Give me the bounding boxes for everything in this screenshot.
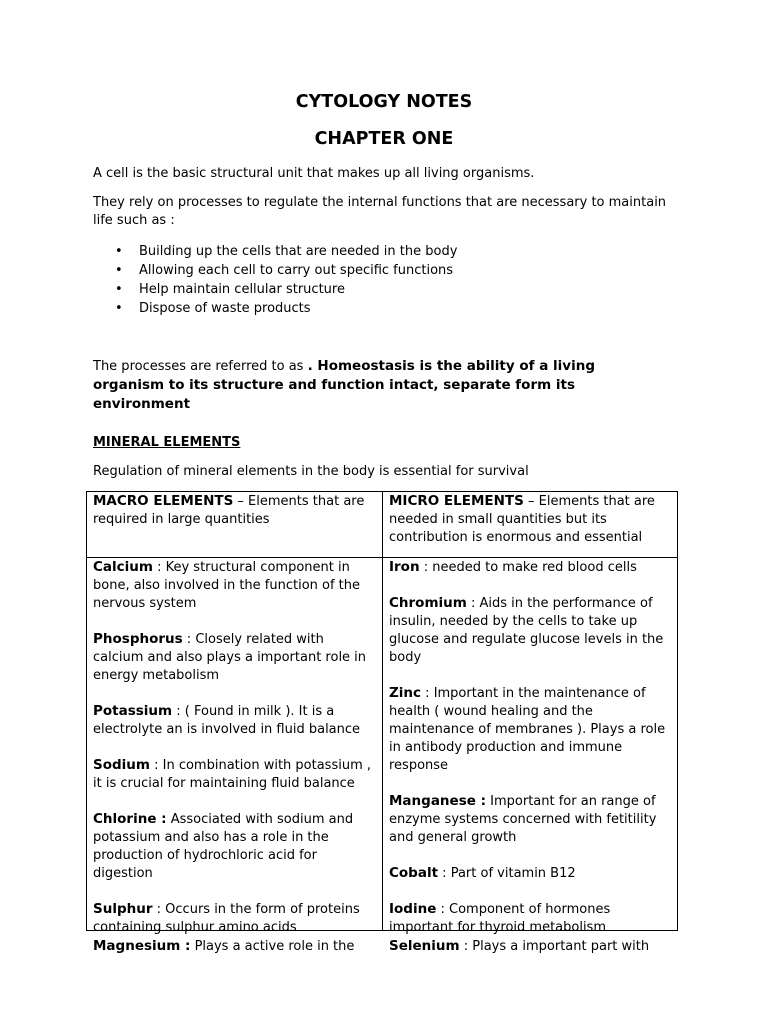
- bullet-icon: •: [115, 282, 123, 297]
- mineral-elements-table: [86, 491, 678, 954]
- list-item: Iron : needed to make red blood cells: [389, 559, 637, 575]
- list-item: Selenium : Plays a important part with: [389, 938, 650, 954]
- list-item: Magnesium : Plays a active role in the: [93, 938, 355, 954]
- bullet-icon: •: [115, 263, 123, 278]
- bullet-icon: •: [115, 244, 123, 259]
- chapter-title: CHAPTER ONE: [314, 129, 454, 149]
- list-item: Sulphur : Occurs in the form of proteins containing sulphur amino acids: [93, 901, 360, 935]
- list-item: • Help maintain cellular structure: [115, 282, 345, 297]
- homeostasis-paragraph: The processes are referred to as . Homeostasis is the ability of a living organism to its structure and function intact, separate form its environment: [93, 358, 595, 412]
- table-header-row: [87, 492, 678, 558]
- list-item: Zinc : Important in the maintenance of health ( wound healing and the maintenance of membranes ). Plays a role in antibody production and immune response: [389, 685, 666, 773]
- list-item: Calcium : Key structural component in bone, also involved in the function of the nervous system: [93, 559, 361, 611]
- section-intro: Regulation of mineral elements in the body is essential for survival: [93, 464, 529, 479]
- homeostasis-definition: . Homeostasis is the ability of a living organism to its structure and function intact, separate form its environment: [93, 358, 595, 412]
- list-item: • Dispose of waste products: [115, 301, 311, 316]
- list-item: Sodium : In combination with potassium , it is crucial for maintaining fluid balance: [93, 757, 372, 791]
- list-item: Iodine : Component of hormones important for thyroid metabolism: [389, 901, 611, 935]
- macro-elements-cell: [87, 558, 383, 954]
- list-item: Chlorine : Associated with sodium and potassium and also has a role in the production of hydrochloric acid for digestion: [93, 811, 354, 881]
- micro-header-cell: MICRO ELEMENTS – Elements that are needed in small quantities but its contribution is enormous and essential: [383, 492, 678, 558]
- table-row: [87, 558, 678, 931]
- list-item: Potassium : ( Found in milk ). It is a electrolyte an is involved in fluid balance: [93, 703, 361, 737]
- document-title: CYTOLOGY NOTES: [295, 92, 473, 112]
- list-item: Chromium : Aids in the performance of insulin, needed by the cells to take up glucose and regulate glucose levels in the body: [389, 595, 664, 665]
- list-item: Manganese : Important for an range of enzyme systems concerned with fetitility and general growth: [389, 793, 657, 845]
- micro-elements-cell: [383, 558, 678, 954]
- list-item: • Building up the cells that are needed in the body: [115, 244, 458, 259]
- macro-header-cell: MACRO ELEMENTS – Elements that are required in large quantities: [87, 492, 383, 558]
- list-item: • Allowing each cell to carry out specific functions: [115, 263, 454, 278]
- bullet-icon: •: [115, 301, 123, 316]
- list-item: Cobalt : Part of vitamin B12: [389, 865, 576, 881]
- intro-paragraph-1: A cell is the basic structural unit that makes up all living organisms.: [93, 166, 535, 181]
- intro-paragraph-2: They rely on processes to regulate the internal functions that are necessary to maintain life such as :: [93, 195, 667, 228]
- section-heading: MINERAL ELEMENTS: [93, 435, 241, 450]
- list-item: Phosphorus : Closely related with calcium and also plays a important role in energy metabolism: [93, 631, 367, 683]
- function-list: [93, 242, 653, 318]
